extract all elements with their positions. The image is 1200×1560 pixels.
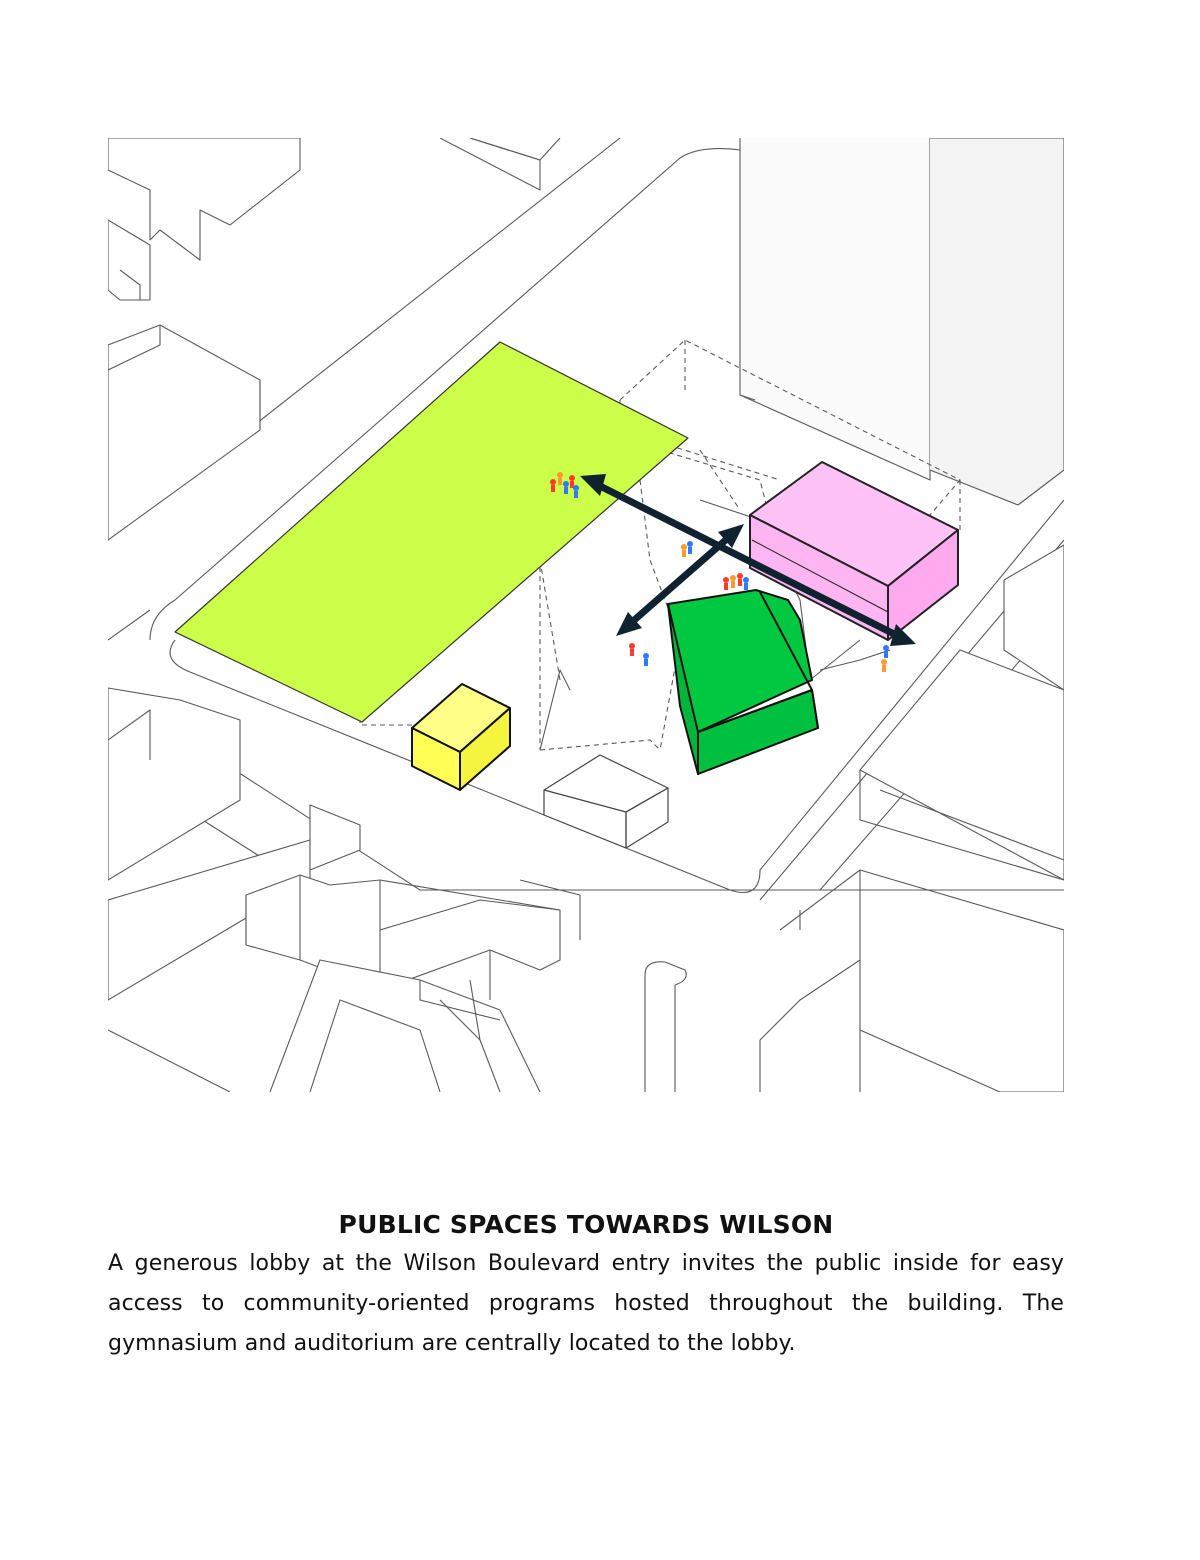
yellow-volume	[412, 684, 510, 790]
caption-body: A generous lobby at the Wilson Boulevard entry invites the public inside for easy access to community-oriented programs hosted throughout the building. The gymnasium and auditorium are centrally located to the lobby.	[108, 1251, 1064, 1356]
gymnasium-volume	[668, 590, 818, 774]
site-axonometric-diagram	[108, 138, 1064, 1092]
caption-block	[108, 1206, 1064, 1364]
small-pavilion-box	[544, 755, 668, 848]
diagram-svg	[108, 138, 1064, 1092]
caption-title: PUBLIC SPACES TOWARDS WILSON	[338, 1210, 834, 1239]
context-buildings-bottom	[270, 870, 1064, 1092]
